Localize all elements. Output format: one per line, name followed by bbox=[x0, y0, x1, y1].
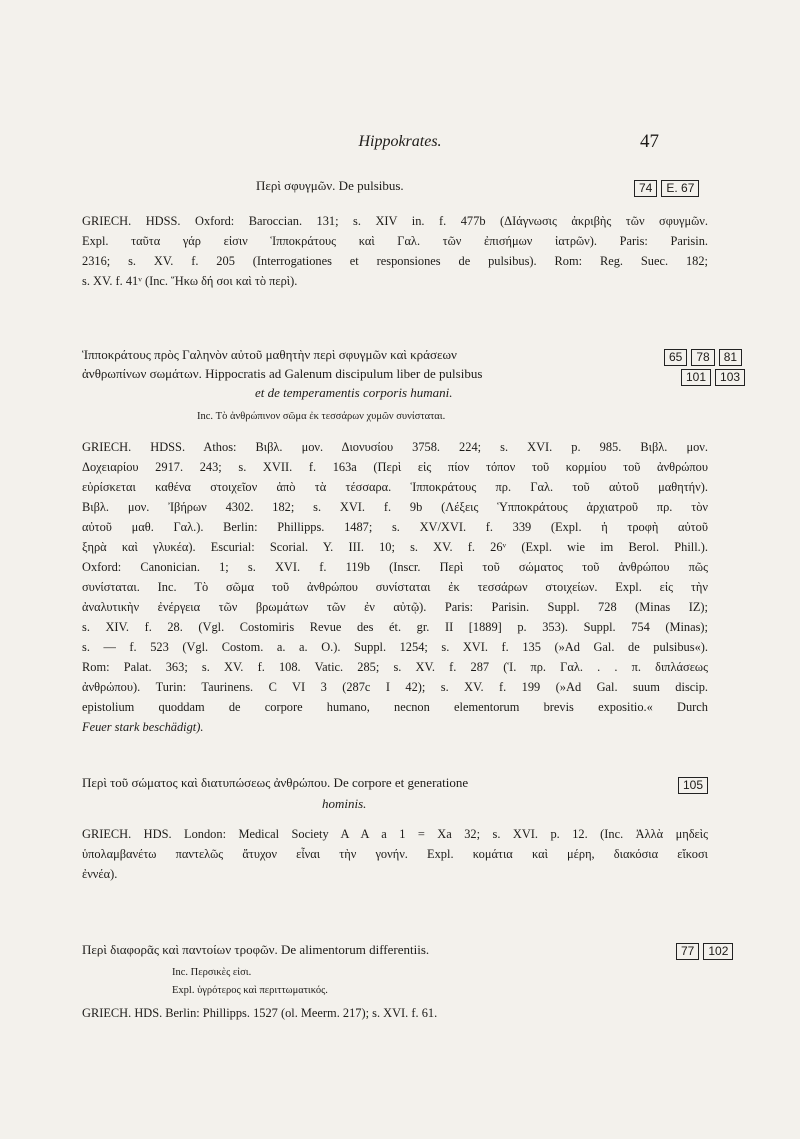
ref-box: 78 bbox=[691, 349, 714, 366]
ref-box: 74 bbox=[634, 180, 657, 197]
section-3-line: ἐννέα). bbox=[82, 867, 118, 881]
ref-box: 102 bbox=[703, 943, 733, 960]
section-2-line: s. — f. 523 (Vgl. Costom. a. a. O.). Suppl. 1254; s. XVI. f. 135 (»Ad Gal. de pulsibus«). bbox=[82, 640, 708, 654]
section-2-line: συνίσταται. Inc. Τὸ σῶμα τοῦ ἀνθρώπου συνίσταται ἐκ τεσσάρων στοιχείων. Expl. εἰς τὴν bbox=[82, 580, 708, 594]
section-2-line: Δοχειαρίου 2917. 243; s. XVII. f. 163a (Περὶ εἰς πίον τόπον τοῦ κορμίου τοῦ ἀνθρώπου bbox=[82, 460, 708, 474]
section-4-title: Περὶ διαφορᾶς καὶ παντοίων τροφῶν. De alimentorum differentiis. bbox=[82, 942, 430, 957]
ref-box: 105 bbox=[678, 777, 708, 794]
section-2-line: ξηρὰ καὶ γλυκέα). Escurial: Scorial. Y. III. 10; s. XV. f. 26ᵛ (Expl. wie im Berol. Phill.). bbox=[82, 540, 708, 554]
ref-box: 103 bbox=[715, 369, 745, 386]
section-2-line: ἀνθρώπου). Turin: Taurinens. C VI 3 (287c I 42); s. XV. f. 199 (»Ad Gal. suum discip. bbox=[82, 680, 708, 694]
section-2-line: αὐτοῦ μαθ. Γαλ.). Berlin: Phillipps. 1487; s. XV/XVI. f. 339 (Expl. ἡ τροφὴ αὐτοῦ bbox=[82, 520, 708, 534]
section-2-line: ἀναλυτικὴν ἐνέργεια τῶν βρωμάτων τῶν ἐν αὐτῷ). Paris: Parisin. Suppl. 728 (Minas IZ); bbox=[82, 600, 708, 614]
section-1-title: Περὶ σφυγμῶν. De pulsibus. bbox=[256, 178, 404, 193]
ref-box: E. 67 bbox=[661, 180, 699, 197]
section-1-line: GRIECH. HDSS. Oxford: Baroccian. 131; s. XIV in. f. 477b (ΔΙάγνωσις ἀκριβὴς τῶν σφυγμῶν. bbox=[82, 214, 708, 228]
section-2-line: Oxford: Canonician. 1; s. XVI. f. 119b (Inscr. Περὶ τοῦ σώματος τοῦ ἀνθρώπου πῶς bbox=[82, 560, 708, 574]
section-2-title-line: et de temperamentis corporis humani. bbox=[255, 385, 453, 400]
section-2-line: GRIECH. HDSS. Athos: Βιβλ. μον. Διονυσίου 3758. 224; s. XVI. p. 985. Βιβλ. μον. bbox=[82, 440, 708, 454]
ref-box: 77 bbox=[676, 943, 699, 960]
section-1-refs bbox=[634, 180, 699, 197]
section-2-line: Βιβλ. μον. Ἰβήρων 4302. 182; s. XVI. f. 9b (Λέξεις Ὑπποκράτους ἀρχιατροῦ πρ. τὸν bbox=[82, 500, 708, 514]
section-3-line: GRIECH. HDS. London: Medical Society A A a 1 = Xa 32; s. XVI. p. 12. (Inc. Ἀλλὰ μηδεὶς bbox=[82, 827, 708, 841]
section-2-title-line: ἀνθρωπίνων σωμάτων. Hippocratis ad Galenum discipulum liber de pulsibus bbox=[82, 366, 483, 381]
section-2-refs-row2 bbox=[681, 369, 745, 386]
section-2-refs-row1 bbox=[664, 349, 742, 366]
section-4-incipit: Inc. Περσικὲς εἰσι. bbox=[172, 967, 252, 978]
ref-box: 81 bbox=[719, 349, 742, 366]
section-1-line: s. XV. f. 41ᵛ (Inc. Ἥκω δή σοι καὶ τὸ περὶ). bbox=[82, 274, 298, 288]
section-2-line: s. XIV. f. 28. (Vgl. Costomiris Revue des ét. gr. II [1889] p. 353). Suppl. 754 (Minas); bbox=[82, 620, 708, 634]
section-2-incipit: Inc. Τὸ ἀνθρώπινον σῶμα ἐκ τεσσάρων χυμῶν συνίσταται. bbox=[197, 411, 446, 422]
section-3-refs bbox=[678, 777, 708, 794]
section-4-refs bbox=[676, 943, 733, 960]
page-number: 47 bbox=[640, 131, 659, 152]
section-1-line: Expl. ταῦτα γάρ εἰσιν Ἱπποκράτους καὶ Γαλ. τῶν ἐπισήμων ἰατρῶν). Paris: Parisin. bbox=[82, 234, 708, 248]
ref-box: 101 bbox=[681, 369, 711, 386]
section-2-line: Feuer stark beschädigt). bbox=[82, 720, 204, 734]
ref-box: 65 bbox=[664, 349, 687, 366]
section-4-explicit: Expl. ὑγρότερος καὶ περιττωματικός. bbox=[172, 985, 328, 996]
section-2-line: Rom: Palat. 363; s. XV. f. 108. Vatic. 285; s. XV. f. 287 (Ἱ. πρ. Γαλ. . . π. διπλάσεως bbox=[82, 660, 708, 674]
section-1-line: 2316; s. XV. f. 205 (Interrogationes et responsiones de pulsibus). Rom: Reg. Suec. 182; bbox=[82, 254, 708, 268]
section-2-title-line: Ἱπποκράτους πρὸς Γαληνὸν αὐτοῦ μαθητὴν περὶ σφυγμῶν καὶ κράσεων bbox=[82, 347, 457, 362]
section-2-line: εὑρίσκεται καθένα στοιχεῖον ἀπὸ τὰ τέσσαρα. Ἱπποκράτους πρ. Γαλ. τοῦ αὐτοῦ μαθητήν). bbox=[82, 480, 708, 494]
running-head-title: Hippokrates. bbox=[358, 133, 442, 150]
section-3-line: ὑπολαμβανέτω παντελῶς ἄτυχον εἶναι τὴν γονήν. Expl. κομάτια καὶ μέρη, διακόσια εἴκοσι bbox=[82, 847, 708, 861]
section-4-line: GRIECH. HDS. Berlin: Phillipps. 1527 (ol. Meerm. 217); s. XVI. f. 61. bbox=[82, 1006, 438, 1020]
section-3-title-line: Περὶ τοῦ σώματος καὶ διατυπώσεως ἀνθρώπου. De corpore et generatione bbox=[82, 775, 469, 790]
section-2-line: epistolium quoddam de corpore humano, necnon elementorum brevis expositio.« Durch bbox=[82, 700, 708, 714]
section-3-title-line: hominis. bbox=[322, 796, 367, 811]
